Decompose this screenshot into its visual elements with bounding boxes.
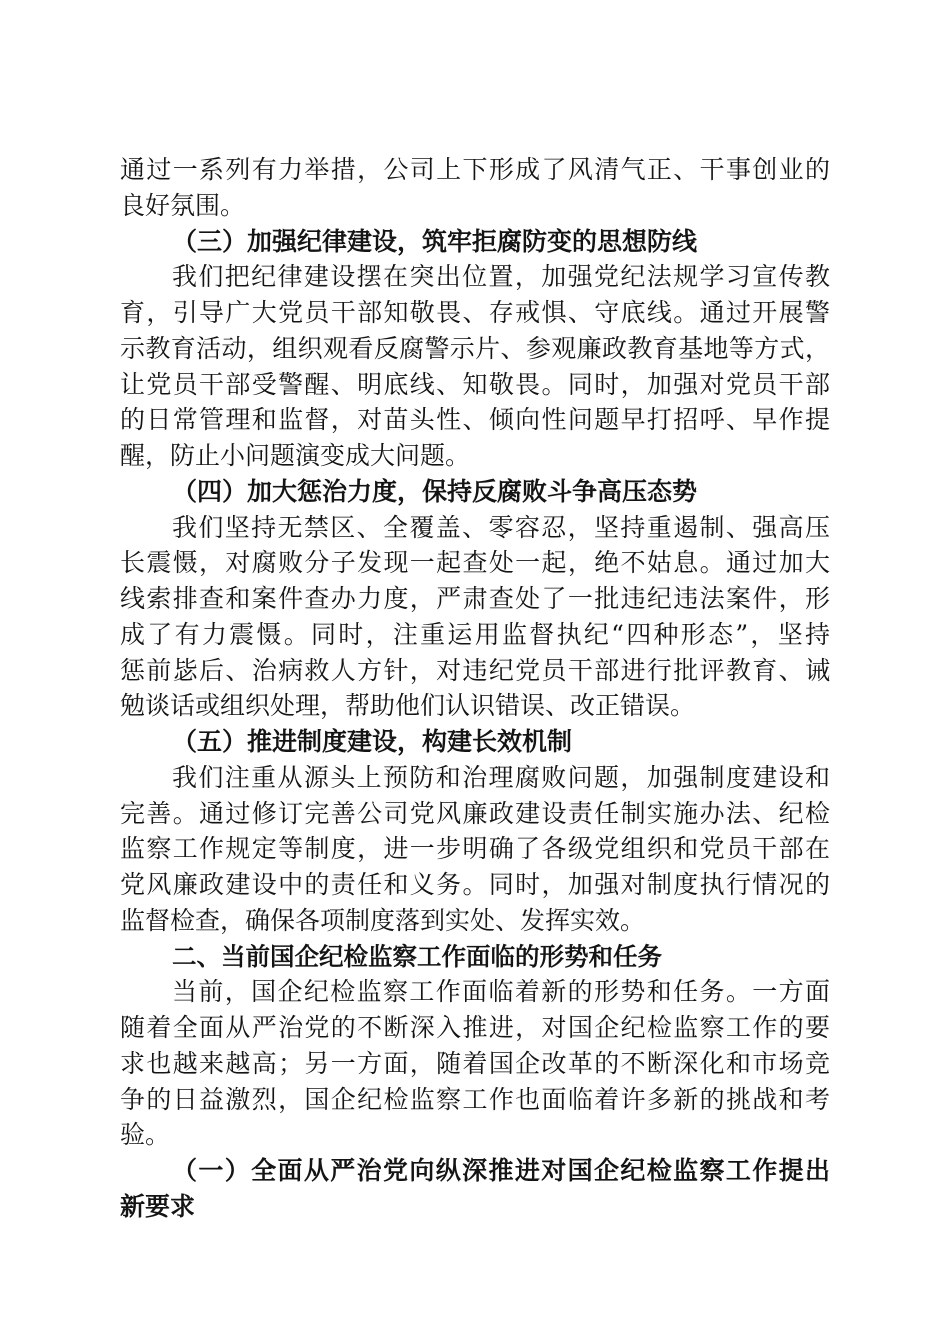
paragraph-line: 我们把纪律建设摆在突出位置，加强党纪法规学习宣传教 (172, 262, 830, 292)
document-body (120, 152, 830, 1225)
paragraph-line: 让党员干部受警醒、明底线、知敬畏。同时，加强对党员干部 (120, 369, 830, 399)
paragraph-line: 勉谈话或组织处理，帮助他们认识错误、改正错误。 (120, 691, 696, 721)
paragraph-line: 良好氛围。 (120, 190, 246, 220)
paragraph-line: 成了有力震慑。同时，注重运用监督执纪“四种形态”，坚持 (120, 619, 830, 649)
paragraph-line: 我们注重从源头上预防和治理腐败问题，加强制度建设和 (172, 762, 830, 792)
paragraph-line: 监督检查，确保各项制度落到实处、发挥实效。 (120, 905, 646, 935)
paragraph-line: 争的日益激烈，国企纪检监察工作也面临着许多新的挑战和考 (120, 1084, 830, 1114)
paragraph-line: 验。 (120, 1120, 171, 1150)
paragraph-line: 长震慑，对腐败分子发现一起查处一起，绝不姑息。通过加大 (120, 548, 830, 578)
paragraph-line: 惩前毖后、治病救人方针，对违纪党员干部进行批评教育、诫 (120, 655, 830, 685)
paragraph-line: 示教育活动，组织观看反腐警示片、参观廉政教育基地等方式， (120, 333, 830, 363)
subheading-4: （四）加大惩治力度，保持反腐败斗争高压态势 (172, 476, 698, 506)
paragraph-line: 醒，防止小问题演变成大问题。 (120, 441, 471, 470)
paragraph-line: 我们坚持无禁区、全覆盖、零容忍，坚持重遏制、强高压 (172, 512, 830, 542)
paragraph-line: 当前，国企纪检监察工作面临着新的形势和任务。一方面 (172, 977, 830, 1007)
paragraph-line: 的日常管理和监督，对苗头性、倾向性问题早打招呼、早作提 (120, 405, 830, 435)
section-heading-2: 二、当前国企纪检监察工作面临的形势和任务 (172, 941, 662, 971)
paragraph-line: 通过一系列有力举措，公司上下形成了风清气正、干事创业的 (120, 155, 830, 184)
paragraph-line: 育，引导广大党员干部知敬畏、存戒惧、守底线。通过开展警 (120, 298, 830, 327)
subheading-1-continuation: 新要求 (120, 1191, 196, 1221)
paragraph-line: 党风廉政建设中的责任和义务。同时，加强对制度执行情况的 (120, 870, 830, 899)
subheading-5: （五）推进制度建设，构建长效机制 (172, 727, 573, 756)
paragraph-line: 完善。通过修订完善公司党风廉政建设责任制实施办法、纪检 (120, 798, 830, 828)
paragraph-line: 求也越来越高；另一方面，随着国企改革的不断深化和市场竞 (120, 1048, 830, 1078)
paragraph-line: 随着全面从严治党的不断深入推进，对国企纪检监察工作的要 (120, 1013, 830, 1042)
subheading-1: （一）全面从严治党向纵深推进对国企纪检监察工作提出 (172, 1156, 830, 1185)
subheading-3: （三）加强纪律建设，筑牢拒腐防变的思想防线 (172, 226, 698, 256)
paragraph-line: 线索排查和案件查办力度，严肃查处了一批违纪违法案件，形 (120, 584, 830, 613)
paragraph-line: 监察工作规定等制度，进一步明确了各级党组织和党员干部在 (120, 834, 830, 864)
